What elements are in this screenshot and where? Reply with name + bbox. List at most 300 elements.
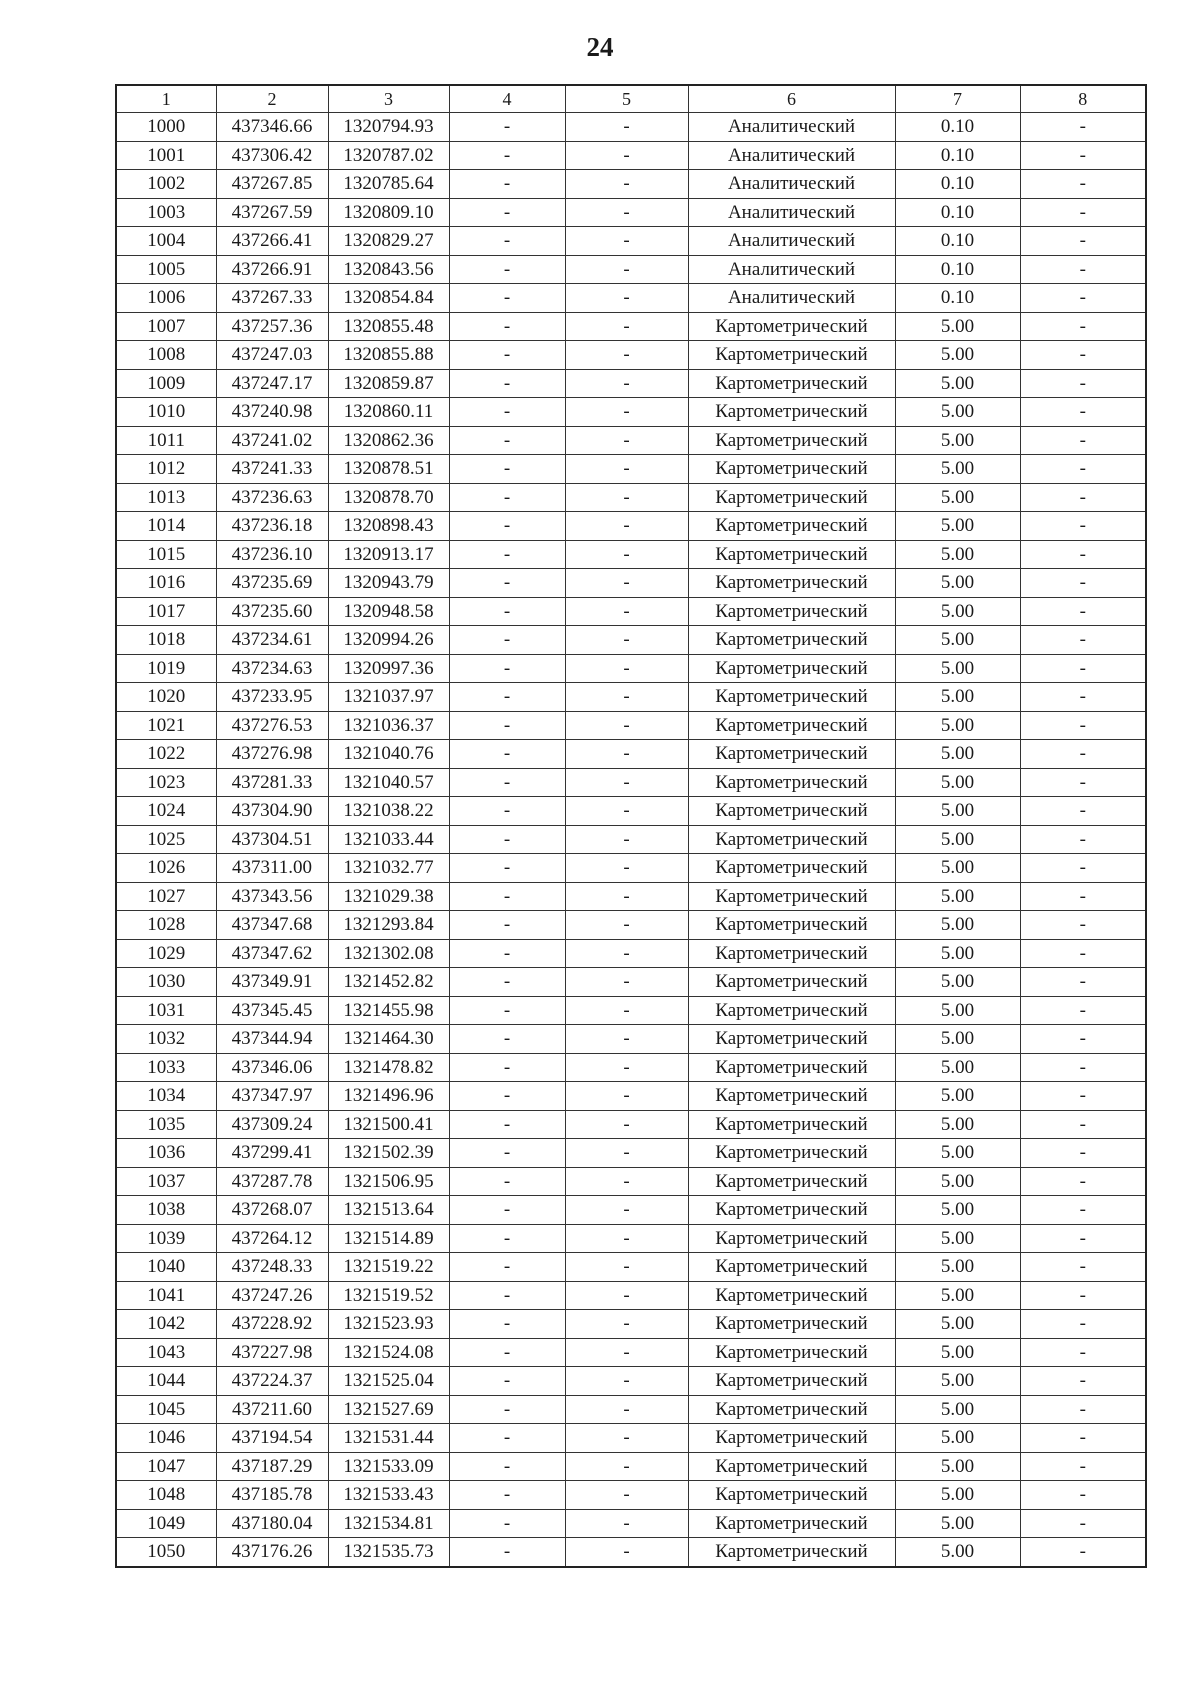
- cell-coord-y: 1321519.22: [328, 1253, 449, 1282]
- cell-col8-value: -: [1020, 740, 1146, 769]
- cell-col4-value: -: [449, 170, 565, 199]
- cell-col4-value: -: [449, 911, 565, 940]
- cell-accuracy: 5.00: [895, 911, 1020, 940]
- cell-col4-value: -: [449, 597, 565, 626]
- cell-col5-value: -: [565, 854, 688, 883]
- cell-coord-y: 1321514.89: [328, 1224, 449, 1253]
- table-row: [116, 312, 1146, 341]
- cell-method: Картометрический: [688, 1110, 895, 1139]
- cell-accuracy: 0.10: [895, 113, 1020, 142]
- cell-col8-value: -: [1020, 1196, 1146, 1225]
- cell-coord-x: 437346.06: [216, 1053, 328, 1082]
- cell-col4-value: -: [449, 1281, 565, 1310]
- cell-col4-value: -: [449, 312, 565, 341]
- column-header: 8: [1020, 85, 1146, 113]
- table-row: [116, 1253, 1146, 1282]
- cell-coord-y: 1320913.17: [328, 540, 449, 569]
- cell-col8-value: -: [1020, 1538, 1146, 1567]
- cell-coord-x: 437347.62: [216, 939, 328, 968]
- table-row: [116, 426, 1146, 455]
- table-row: [116, 1310, 1146, 1339]
- cell-col5-value: -: [565, 626, 688, 655]
- cell-col4-value: -: [449, 227, 565, 256]
- table-row: [116, 1110, 1146, 1139]
- table-row: [116, 512, 1146, 541]
- cell-point-number: 1046: [116, 1424, 216, 1453]
- cell-point-number: 1000: [116, 113, 216, 142]
- cell-point-number: 1040: [116, 1253, 216, 1282]
- cell-coord-y: 1321040.57: [328, 768, 449, 797]
- cell-col8-value: -: [1020, 939, 1146, 968]
- cell-col5-value: -: [565, 1310, 688, 1339]
- table-row: [116, 911, 1146, 940]
- cell-coord-y: 1320843.56: [328, 255, 449, 284]
- cell-col5-value: -: [565, 1367, 688, 1396]
- cell-accuracy: 5.00: [895, 1281, 1020, 1310]
- column-header: 7: [895, 85, 1020, 113]
- table-row: [116, 227, 1146, 256]
- cell-col8-value: -: [1020, 569, 1146, 598]
- table-row: [116, 141, 1146, 170]
- cell-col5-value: -: [565, 825, 688, 854]
- cell-method: Картометрический: [688, 1452, 895, 1481]
- cell-method: Картометрический: [688, 398, 895, 427]
- cell-accuracy: 0.10: [895, 227, 1020, 256]
- cell-coord-y: 1321038.22: [328, 797, 449, 826]
- cell-col5-value: -: [565, 426, 688, 455]
- cell-coord-y: 1320785.64: [328, 170, 449, 199]
- cell-method: Картометрический: [688, 1224, 895, 1253]
- table-row: [116, 1424, 1146, 1453]
- cell-point-number: 1010: [116, 398, 216, 427]
- cell-col4-value: -: [449, 1110, 565, 1139]
- cell-col8-value: -: [1020, 113, 1146, 142]
- cell-accuracy: 5.00: [895, 1167, 1020, 1196]
- cell-method: Картометрический: [688, 1424, 895, 1453]
- cell-point-number: 1050: [116, 1538, 216, 1567]
- cell-col5-value: -: [565, 1538, 688, 1567]
- cell-point-number: 1001: [116, 141, 216, 170]
- cell-coord-x: 437267.33: [216, 284, 328, 313]
- cell-coord-x: 437247.26: [216, 1281, 328, 1310]
- table-row: [116, 654, 1146, 683]
- cell-accuracy: 5.00: [895, 512, 1020, 541]
- cell-col8-value: -: [1020, 654, 1146, 683]
- cell-col8-value: -: [1020, 255, 1146, 284]
- cell-point-number: 1029: [116, 939, 216, 968]
- cell-col5-value: -: [565, 683, 688, 712]
- cell-col4-value: -: [449, 1452, 565, 1481]
- cell-accuracy: 5.00: [895, 483, 1020, 512]
- cell-accuracy: 5.00: [895, 968, 1020, 997]
- cell-point-number: 1030: [116, 968, 216, 997]
- column-header: 1: [116, 85, 216, 113]
- cell-col8-value: -: [1020, 170, 1146, 199]
- cell-col8-value: -: [1020, 227, 1146, 256]
- cell-col4-value: -: [449, 141, 565, 170]
- cell-method: Картометрический: [688, 1082, 895, 1111]
- cell-point-number: 1031: [116, 996, 216, 1025]
- cell-col4-value: -: [449, 683, 565, 712]
- cell-accuracy: 5.00: [895, 1310, 1020, 1339]
- cell-coord-x: 437235.69: [216, 569, 328, 598]
- cell-coord-x: 437235.60: [216, 597, 328, 626]
- cell-point-number: 1002: [116, 170, 216, 199]
- table-row: [116, 1196, 1146, 1225]
- cell-point-number: 1037: [116, 1167, 216, 1196]
- cell-coord-y: 1321533.43: [328, 1481, 449, 1510]
- cell-point-number: 1032: [116, 1025, 216, 1054]
- table-row: [116, 996, 1146, 1025]
- cell-col8-value: -: [1020, 455, 1146, 484]
- cell-col8-value: -: [1020, 198, 1146, 227]
- cell-accuracy: 5.00: [895, 398, 1020, 427]
- cell-accuracy: 5.00: [895, 426, 1020, 455]
- cell-point-number: 1049: [116, 1509, 216, 1538]
- table-row: [116, 369, 1146, 398]
- cell-col4-value: -: [449, 626, 565, 655]
- cell-method: Аналитический: [688, 141, 895, 170]
- cell-coord-x: 437240.98: [216, 398, 328, 427]
- cell-point-number: 1019: [116, 654, 216, 683]
- cell-col4-value: -: [449, 711, 565, 740]
- table-row: [116, 170, 1146, 199]
- cell-coord-y: 1321525.04: [328, 1367, 449, 1396]
- cell-coord-x: 437247.03: [216, 341, 328, 370]
- cell-col5-value: -: [565, 227, 688, 256]
- cell-coord-x: 437268.07: [216, 1196, 328, 1225]
- cell-point-number: 1009: [116, 369, 216, 398]
- cell-col4-value: -: [449, 455, 565, 484]
- cell-method: Аналитический: [688, 198, 895, 227]
- cell-col5-value: -: [565, 1509, 688, 1538]
- cell-coord-y: 1321535.73: [328, 1538, 449, 1567]
- cell-col4-value: -: [449, 996, 565, 1025]
- cell-coord-y: 1321534.81: [328, 1509, 449, 1538]
- cell-col4-value: -: [449, 1367, 565, 1396]
- cell-method: Картометрический: [688, 854, 895, 883]
- table-row: [116, 540, 1146, 569]
- cell-col4-value: -: [449, 654, 565, 683]
- cell-col4-value: -: [449, 198, 565, 227]
- table-row: [116, 825, 1146, 854]
- table-row: [116, 597, 1146, 626]
- cell-col5-value: -: [565, 312, 688, 341]
- cell-coord-x: 437241.33: [216, 455, 328, 484]
- cell-method: Картометрический: [688, 512, 895, 541]
- cell-col8-value: -: [1020, 512, 1146, 541]
- cell-accuracy: 5.00: [895, 1481, 1020, 1510]
- cell-col5-value: -: [565, 483, 688, 512]
- cell-col4-value: -: [449, 854, 565, 883]
- cell-col5-value: -: [565, 1053, 688, 1082]
- cell-col4-value: -: [449, 540, 565, 569]
- cell-coord-x: 437234.61: [216, 626, 328, 655]
- cell-accuracy: 5.00: [895, 1139, 1020, 1168]
- cell-accuracy: 5.00: [895, 711, 1020, 740]
- cell-col4-value: -: [449, 426, 565, 455]
- cell-point-number: 1013: [116, 483, 216, 512]
- cell-col4-value: -: [449, 740, 565, 769]
- cell-col5-value: -: [565, 1167, 688, 1196]
- table-row: [116, 711, 1146, 740]
- cell-col4-value: -: [449, 882, 565, 911]
- cell-col4-value: -: [449, 1196, 565, 1225]
- cell-coord-x: 437267.85: [216, 170, 328, 199]
- cell-method: Картометрический: [688, 569, 895, 598]
- cell-col8-value: -: [1020, 1509, 1146, 1538]
- cell-coord-y: 1321033.44: [328, 825, 449, 854]
- cell-col5-value: -: [565, 968, 688, 997]
- cell-coord-y: 1320859.87: [328, 369, 449, 398]
- cell-accuracy: 5.00: [895, 1452, 1020, 1481]
- table-row: [116, 1395, 1146, 1424]
- cell-coord-x: 437266.91: [216, 255, 328, 284]
- cell-coord-x: 437299.41: [216, 1139, 328, 1168]
- cell-col5-value: -: [565, 1452, 688, 1481]
- table-row: [116, 1139, 1146, 1168]
- cell-coord-x: 437306.42: [216, 141, 328, 170]
- cell-col8-value: -: [1020, 1281, 1146, 1310]
- cell-point-number: 1014: [116, 512, 216, 541]
- cell-col5-value: -: [565, 198, 688, 227]
- cell-method: Аналитический: [688, 227, 895, 256]
- cell-col4-value: -: [449, 369, 565, 398]
- cell-method: Аналитический: [688, 170, 895, 199]
- cell-col8-value: -: [1020, 369, 1146, 398]
- table-row: [116, 1082, 1146, 1111]
- cell-col8-value: -: [1020, 312, 1146, 341]
- cell-accuracy: 5.00: [895, 1253, 1020, 1282]
- cell-point-number: 1015: [116, 540, 216, 569]
- cell-col4-value: -: [449, 939, 565, 968]
- cell-accuracy: 5.00: [895, 341, 1020, 370]
- cell-coord-x: 437233.95: [216, 683, 328, 712]
- cell-point-number: 1006: [116, 284, 216, 313]
- cell-method: Картометрический: [688, 1281, 895, 1310]
- table-header-row: [116, 85, 1146, 113]
- cell-point-number: 1012: [116, 455, 216, 484]
- cell-coord-y: 1320809.10: [328, 198, 449, 227]
- cell-point-number: 1004: [116, 227, 216, 256]
- cell-coord-x: 437211.60: [216, 1395, 328, 1424]
- page-number: 24: [586, 32, 614, 62]
- cell-coord-y: 1321464.30: [328, 1025, 449, 1054]
- cell-col8-value: -: [1020, 825, 1146, 854]
- cell-accuracy: 5.00: [895, 1053, 1020, 1082]
- cell-coord-y: 1321455.98: [328, 996, 449, 1025]
- cell-point-number: 1020: [116, 683, 216, 712]
- cell-col8-value: -: [1020, 1139, 1146, 1168]
- cell-point-number: 1028: [116, 911, 216, 940]
- cell-method: Картометрический: [688, 1025, 895, 1054]
- cell-coord-x: 437287.78: [216, 1167, 328, 1196]
- table-row: [116, 683, 1146, 712]
- cell-col4-value: -: [449, 1338, 565, 1367]
- cell-coord-y: 1321036.37: [328, 711, 449, 740]
- cell-accuracy: 5.00: [895, 369, 1020, 398]
- cell-point-number: 1016: [116, 569, 216, 598]
- cell-coord-y: 1321519.52: [328, 1281, 449, 1310]
- cell-col4-value: -: [449, 1253, 565, 1282]
- cell-col5-value: -: [565, 996, 688, 1025]
- cell-coord-x: 437267.59: [216, 198, 328, 227]
- cell-method: Картометрический: [688, 483, 895, 512]
- cell-col5-value: -: [565, 141, 688, 170]
- cell-col8-value: -: [1020, 597, 1146, 626]
- cell-col4-value: -: [449, 569, 565, 598]
- cell-method: Картометрический: [688, 1310, 895, 1339]
- cell-accuracy: 5.00: [895, 740, 1020, 769]
- cell-col4-value: -: [449, 113, 565, 142]
- cell-coord-y: 1321302.08: [328, 939, 449, 968]
- cell-accuracy: 5.00: [895, 996, 1020, 1025]
- cell-coord-y: 1320854.84: [328, 284, 449, 313]
- cell-col5-value: -: [565, 1196, 688, 1225]
- cell-coord-y: 1320898.43: [328, 512, 449, 541]
- cell-accuracy: 0.10: [895, 141, 1020, 170]
- cell-coord-x: 437241.02: [216, 426, 328, 455]
- cell-coord-y: 1321524.08: [328, 1338, 449, 1367]
- coordinates-table: [115, 84, 1147, 1568]
- cell-accuracy: 5.00: [895, 1424, 1020, 1453]
- cell-accuracy: 5.00: [895, 1196, 1020, 1225]
- cell-method: Картометрический: [688, 1053, 895, 1082]
- cell-coord-y: 1320997.36: [328, 654, 449, 683]
- cell-method: Картометрический: [688, 968, 895, 997]
- cell-accuracy: 5.00: [895, 882, 1020, 911]
- table-row: [116, 198, 1146, 227]
- column-header: 4: [449, 85, 565, 113]
- cell-point-number: 1005: [116, 255, 216, 284]
- table-row: [116, 968, 1146, 997]
- cell-point-number: 1022: [116, 740, 216, 769]
- cell-col4-value: -: [449, 1025, 565, 1054]
- cell-coord-y: 1320860.11: [328, 398, 449, 427]
- cell-point-number: 1026: [116, 854, 216, 883]
- cell-method: Картометрический: [688, 1139, 895, 1168]
- cell-coord-y: 1321527.69: [328, 1395, 449, 1424]
- cell-method: Картометрический: [688, 768, 895, 797]
- table-row: [116, 398, 1146, 427]
- cell-col8-value: -: [1020, 854, 1146, 883]
- cell-coord-y: 1321533.09: [328, 1452, 449, 1481]
- cell-accuracy: 5.00: [895, 626, 1020, 655]
- cell-point-number: 1048: [116, 1481, 216, 1510]
- cell-method: Картометрический: [688, 597, 895, 626]
- cell-accuracy: 5.00: [895, 854, 1020, 883]
- cell-point-number: 1011: [116, 426, 216, 455]
- cell-method: Картометрический: [688, 683, 895, 712]
- cell-method: Картометрический: [688, 1481, 895, 1510]
- table-row: [116, 740, 1146, 769]
- cell-method: Картометрический: [688, 626, 895, 655]
- cell-col5-value: -: [565, 455, 688, 484]
- table-row: [116, 1367, 1146, 1396]
- cell-col5-value: -: [565, 1110, 688, 1139]
- cell-coord-x: 437266.41: [216, 227, 328, 256]
- cell-accuracy: 5.00: [895, 797, 1020, 826]
- column-header: 2: [216, 85, 328, 113]
- cell-method: Картометрический: [688, 996, 895, 1025]
- cell-coord-x: 437228.92: [216, 1310, 328, 1339]
- cell-point-number: 1021: [116, 711, 216, 740]
- cell-point-number: 1008: [116, 341, 216, 370]
- column-header: 3: [328, 85, 449, 113]
- cell-accuracy: 5.00: [895, 569, 1020, 598]
- cell-accuracy: 0.10: [895, 284, 1020, 313]
- cell-col8-value: -: [1020, 882, 1146, 911]
- cell-col4-value: -: [449, 483, 565, 512]
- cell-coord-x: 437187.29: [216, 1452, 328, 1481]
- cell-accuracy: 5.00: [895, 312, 1020, 341]
- cell-method: Картометрический: [688, 882, 895, 911]
- cell-accuracy: 5.00: [895, 455, 1020, 484]
- cell-coord-x: 437349.91: [216, 968, 328, 997]
- cell-point-number: 1039: [116, 1224, 216, 1253]
- cell-point-number: 1047: [116, 1452, 216, 1481]
- cell-col5-value: -: [565, 740, 688, 769]
- cell-col4-value: -: [449, 1053, 565, 1082]
- cell-col8-value: -: [1020, 711, 1146, 740]
- cell-col8-value: -: [1020, 1338, 1146, 1367]
- cell-col8-value: -: [1020, 1367, 1146, 1396]
- cell-coord-x: 437236.18: [216, 512, 328, 541]
- cell-accuracy: 5.00: [895, 825, 1020, 854]
- cell-col4-value: -: [449, 255, 565, 284]
- cell-col8-value: -: [1020, 1224, 1146, 1253]
- table-row: [116, 1452, 1146, 1481]
- table-row: [116, 284, 1146, 313]
- cell-coord-y: 1320829.27: [328, 227, 449, 256]
- cell-point-number: 1042: [116, 1310, 216, 1339]
- table-row: [116, 882, 1146, 911]
- cell-col5-value: -: [565, 1082, 688, 1111]
- cell-accuracy: 5.00: [895, 1338, 1020, 1367]
- cell-col8-value: -: [1020, 1424, 1146, 1453]
- cell-col8-value: -: [1020, 284, 1146, 313]
- cell-col8-value: -: [1020, 426, 1146, 455]
- cell-method: Картометрический: [688, 540, 895, 569]
- table-row: [116, 626, 1146, 655]
- cell-col4-value: -: [449, 1139, 565, 1168]
- cell-col5-value: -: [565, 113, 688, 142]
- cell-col5-value: -: [565, 597, 688, 626]
- column-header: 5: [565, 85, 688, 113]
- cell-point-number: 1027: [116, 882, 216, 911]
- cell-point-number: 1043: [116, 1338, 216, 1367]
- table-row: [116, 797, 1146, 826]
- cell-col4-value: -: [449, 1224, 565, 1253]
- cell-col5-value: -: [565, 341, 688, 370]
- cell-method: Картометрический: [688, 740, 895, 769]
- cell-accuracy: 5.00: [895, 597, 1020, 626]
- cell-coord-x: 437311.00: [216, 854, 328, 883]
- cell-coord-y: 1320994.26: [328, 626, 449, 655]
- cell-col8-value: -: [1020, 1053, 1146, 1082]
- cell-col4-value: -: [449, 284, 565, 313]
- cell-coord-x: 437236.10: [216, 540, 328, 569]
- table-row: [116, 341, 1146, 370]
- cell-coord-x: 437346.66: [216, 113, 328, 142]
- cell-method: Аналитический: [688, 255, 895, 284]
- cell-accuracy: 5.00: [895, 1509, 1020, 1538]
- cell-method: Картометрический: [688, 1338, 895, 1367]
- cell-col4-value: -: [449, 512, 565, 541]
- cell-coord-x: 437247.17: [216, 369, 328, 398]
- cell-col4-value: -: [449, 768, 565, 797]
- column-header: 6: [688, 85, 895, 113]
